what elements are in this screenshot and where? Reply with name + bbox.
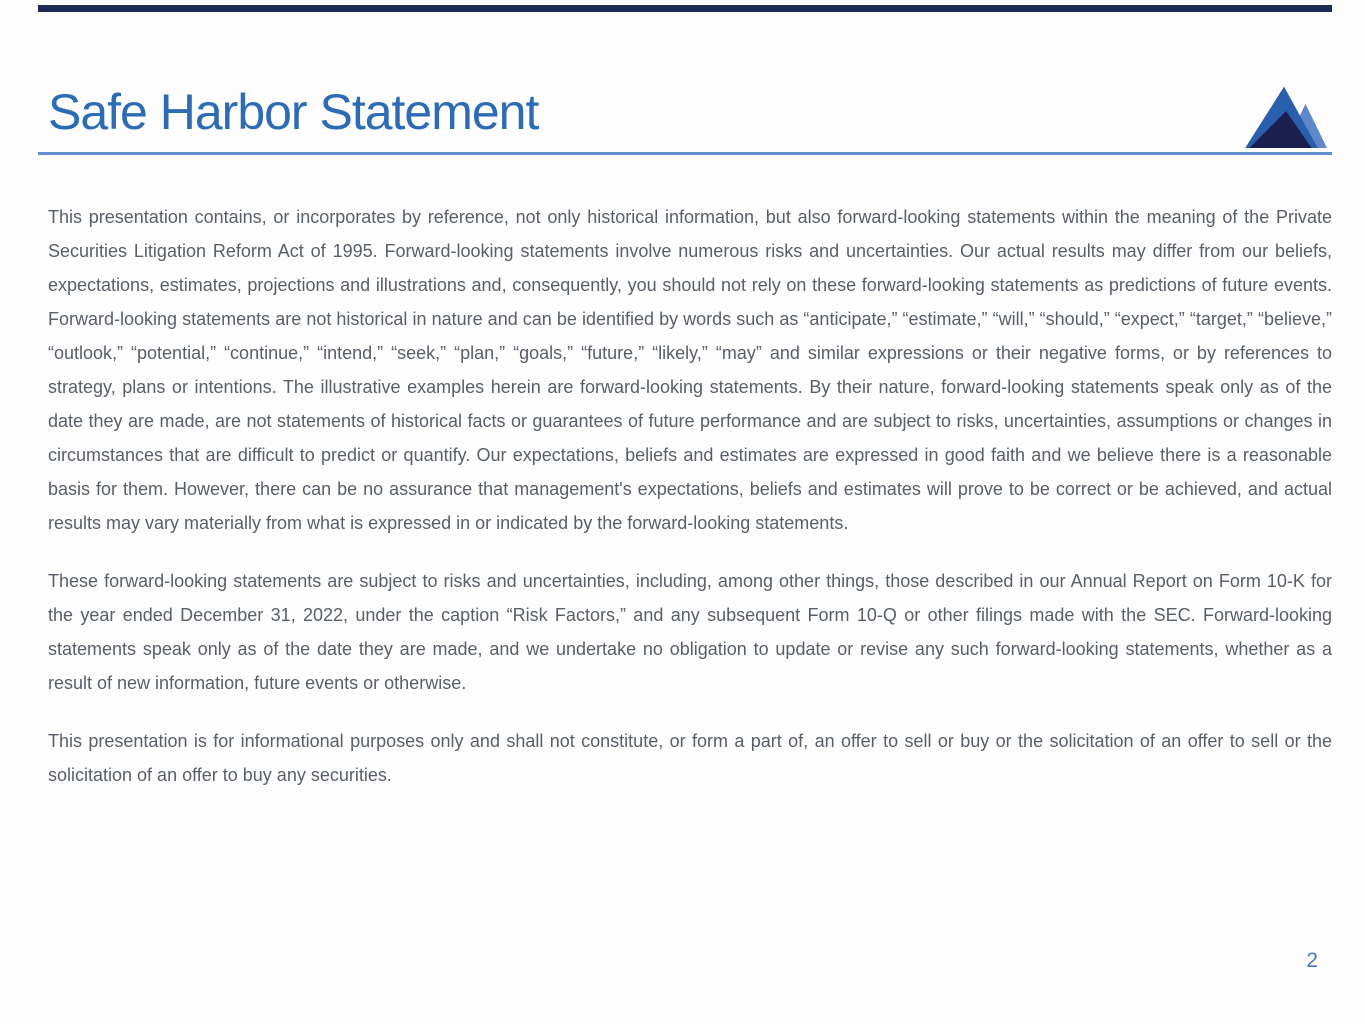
slide-title: Safe Harbor Statement bbox=[48, 84, 539, 140]
slide-body bbox=[48, 200, 1332, 816]
top-accent-bar bbox=[38, 5, 1332, 12]
paragraph-risk-factors: These forward-looking statements are subject to risks and uncertainties, including, among other things, those described in our Annual Report on Form 10-K for the year ended December 31, 2022, under the caption “Risk Factors,” and any subsequent Form 10-Q or other filings made with the SEC. Forward-looking statements speak only as of the date they are made, and we undertake no obligation to update or revise any such forward-looking statements, whether as a result of new information, future events or otherwise. bbox=[48, 571, 1332, 693]
paragraph-forward-looking-statements: This presentation contains, or incorporates by reference, not only historical information, but also forward-looking statements within the meaning of the Private Securities Litigation Reform Act of 1995. Forward-looking statements involve numerous risks and uncertainties. Our actual results may differ from our beliefs, expectations, estimates, projections and illustrations and, consequently, you should not rely on these forward-looking statements as predictions of future events. Forward-looking statements are not historical in nature and can be identified by words such as “anticipate,” “estimate,” “will,” “should,” “expect,” “target,” “believe,” “outlook,” “potential,” “continue,” “intend,” “seek,” “plan,” “goals,” “future,” “likely,” “may” and similar expressions or their negative forms, or by references to strategy, plans or intentions. The illustrative examples herein are forward-looking statements. By their nature, forward-looking statements speak only as of the date they are made, are not statements of historical facts or guarantees of future performance and are subject to risks, uncertainties, assumptions or changes in circumstances that are difficult to predict or quantify. Our expectations, beliefs and estimates are expressed in good faith and we believe there is a reasonable basis for them. However, there can be no assurance that management's expectations, beliefs and estimates will prove to be correct or be achieved, and actual results may vary materially from what is expressed in or indicated by the forward-looking statements. bbox=[48, 207, 1332, 533]
mountain-logo-icon bbox=[1237, 86, 1327, 148]
paragraph-informational-purposes: This presentation is for informational purposes only and shall not constitute, or form a part of, an offer to sell or buy or the solicitation of an offer to sell or the solicitation of an offer to buy any securities. bbox=[48, 731, 1332, 785]
title-divider bbox=[38, 152, 1332, 155]
page-number: 2 bbox=[1306, 949, 1318, 972]
